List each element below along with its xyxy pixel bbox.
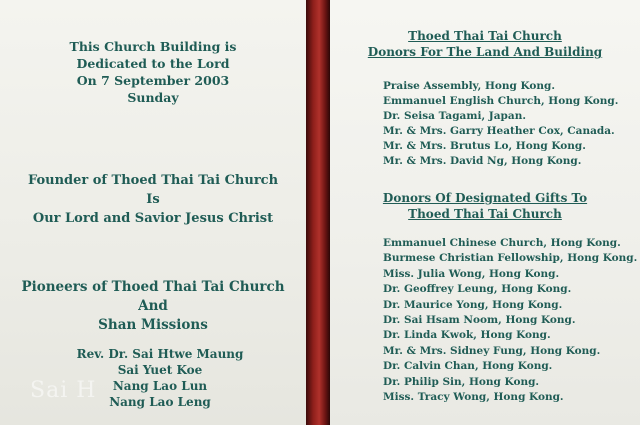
list-item: Dr. Maurice Yong, Hong Kong. [383, 298, 563, 311]
land-donors-heading [330, 28, 640, 60]
list-item: Mr. & Mrs. Sidney Fung, Hong Kong. [383, 344, 601, 357]
list-item: Miss. Julia Wong, Hong Kong. [383, 267, 560, 280]
founder-text [0, 171, 306, 228]
list-item: Emmanuel English Church, Hong Kong. [383, 95, 619, 107]
dedication-line: On 7 September 2003 [76, 73, 230, 88]
list-item: Emmanuel Chinese Church, Hong Kong. [383, 237, 621, 249]
founder-line: Founder of Thoed Thai Tai Church [27, 173, 279, 188]
list-item: Miss. Tracy Wong, Hong Kong. [383, 391, 564, 404]
gift-donors-list [383, 236, 637, 405]
list-item: Mr. & Mrs. David Ng, Hong Kong. [383, 155, 582, 167]
list-item: Dr. Geoffrey Leung, Hong Kong. [383, 283, 572, 296]
list-item: Mr. & Mrs. Brutus Lo, Hong Kong. [383, 140, 586, 152]
list-item: Dr. Sai Hsam Noom, Hong Kong. [383, 314, 576, 327]
heading-line: Donors Of Designated Gifts To [382, 191, 588, 205]
gift-donors-heading [330, 190, 640, 222]
pioneers-title-line: Pioneers of Thoed Thai Tai Church [21, 279, 285, 295]
pioneers-title-line: Shan Missions [98, 317, 208, 333]
dedication-line: This Church Building is [69, 39, 237, 54]
heading-line: Donors For The Land And Building [367, 45, 603, 59]
list-item: Dr. Philip Sin, Hong Kong. [383, 375, 540, 388]
dedication-line: Dedicated to the Lord [76, 56, 230, 71]
founder-line: Is [146, 192, 160, 207]
pioneers-title-line: And [138, 298, 168, 314]
photo-watermark: Sai H [30, 378, 97, 403]
pioneers-title [0, 278, 306, 335]
pioneer-name: Nang Lao Leng [109, 395, 211, 409]
pioneer-name: Nang Lao Lun [112, 379, 208, 393]
list-item: Dr. Linda Kwok, Hong Kong. [383, 329, 551, 342]
red-divider [306, 0, 330, 425]
list-item: Burmese Christian Fellowship, Hong Kong. [383, 252, 638, 265]
land-donors-list [383, 79, 618, 169]
heading-line: Thoed Thai Tai Church [408, 29, 562, 43]
founder-line: Our Lord and Savior Jesus Christ [32, 211, 274, 226]
heading-line: Thoed Thai Tai Church [408, 207, 562, 221]
list-item: Dr. Calvin Chan, Hong Kong. [383, 360, 553, 373]
dedication-text [0, 38, 306, 106]
list-item: Dr. Seisa Tagami, Japan. [383, 110, 526, 122]
pioneer-name: Sai Yuet Koe [117, 363, 203, 377]
pioneer-name: Rev. Dr. Sai Htwe Maung [76, 347, 244, 361]
dedication-line: Sunday [127, 90, 179, 105]
list-item: Praise Assembly, Hong Kong. [383, 80, 556, 92]
list-item: Mr. & Mrs. Garry Heather Cox, Canada. [383, 125, 615, 137]
